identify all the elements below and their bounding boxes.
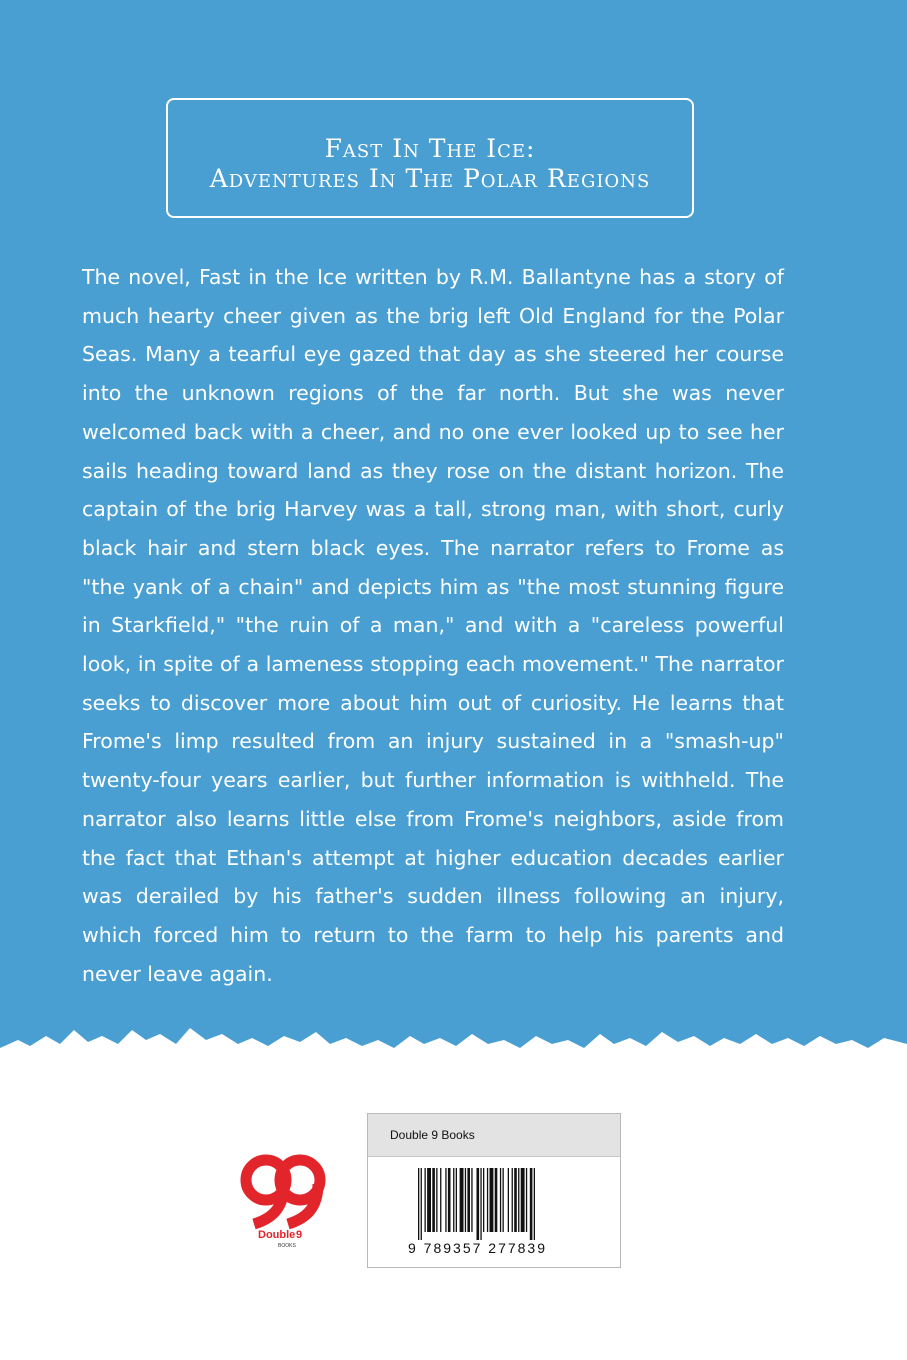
barcode-bar bbox=[465, 1168, 466, 1232]
barcode-bar bbox=[432, 1168, 435, 1232]
barcode-bar bbox=[440, 1168, 441, 1232]
barcode-bar bbox=[514, 1168, 517, 1232]
barcode-bar bbox=[530, 1168, 533, 1240]
barcode-bar bbox=[418, 1168, 419, 1240]
book-blurb: The novel, Fast in the Ice written by R.M. Ballantyne has a story of much hearty cheer given as the brig left Old England for the Polar Seas. Many a tearful eye gazed that day as she steered her course into the unknown regions of the far north. But she was never welcomed back with a cheer, and no one ever looked up to see her sails heading toward land as they rose on the distant horizon. The captain of the brig Harvey was a tall, strong man, with short, curly black hair and stern black eyes. The narrator refers to Frome as "the yank of a chain" and depicts him as "the most stunning figure in Starkfield," "the ruin of a man," and with a "careless powerful look, in spite of a lameness stopping each movement." The narrator seeks to discover more about him out of curiosity. He learns that Frome's limp resulted from an injury sustained in a "smash-up" twenty-four years earlier, but further information is withheld. The narrator also learns little else from Frome's neighbors, aside from the fact that Ethan's attempt at higher education decades earlier was derailed by his father's sudden illness following an injury, which forced him to return to the farm to help his parents and never leave again. bbox=[82, 265, 784, 986]
barcode-publisher: Double 9 Books bbox=[368, 1114, 620, 1157]
barcode-bar bbox=[467, 1168, 470, 1232]
barcode-bar bbox=[453, 1168, 454, 1232]
barcode-bar bbox=[427, 1168, 431, 1232]
barcode-bar bbox=[508, 1168, 509, 1232]
double-9-logo bbox=[236, 1150, 332, 1250]
barcode-panel bbox=[367, 1113, 621, 1268]
barcode-bar bbox=[448, 1168, 451, 1232]
barcode-bar bbox=[534, 1168, 535, 1240]
barcode-bar bbox=[512, 1168, 513, 1232]
barcode-bar bbox=[490, 1168, 494, 1232]
barcode-bar bbox=[445, 1168, 446, 1232]
torn-paper-edge bbox=[0, 1000, 907, 1100]
logo-wordmark: Double bbox=[258, 1229, 296, 1241]
barcode-bar bbox=[436, 1168, 437, 1232]
barcode-bar bbox=[456, 1168, 457, 1232]
barcode-bar bbox=[487, 1168, 488, 1232]
logo-sub: BOOKS bbox=[278, 1243, 296, 1249]
barcode-bar bbox=[477, 1168, 480, 1240]
isbn-digits: 9 789357 277839 bbox=[408, 1240, 547, 1256]
barcode-bar bbox=[518, 1168, 519, 1232]
barcode-bar bbox=[521, 1168, 525, 1232]
logo-digit: 9 bbox=[296, 1229, 303, 1241]
barcode-bar bbox=[483, 1168, 484, 1232]
book-title-line-2: Adventures In The Polar Regions bbox=[209, 164, 651, 193]
title-box bbox=[166, 98, 694, 218]
barcode-bar bbox=[526, 1168, 527, 1232]
barcode-bar bbox=[425, 1168, 426, 1232]
book-title-line-1: Fast In The Ice: bbox=[324, 134, 536, 163]
barcode-bar bbox=[480, 1168, 481, 1240]
barcode-bar bbox=[495, 1168, 498, 1232]
barcode-bar bbox=[500, 1168, 501, 1232]
barcode-bar bbox=[421, 1168, 422, 1240]
isbn-barcode bbox=[418, 1168, 576, 1240]
barcode-bar bbox=[503, 1168, 504, 1232]
barcode-bar bbox=[471, 1168, 472, 1232]
barcode-bar bbox=[460, 1168, 464, 1232]
